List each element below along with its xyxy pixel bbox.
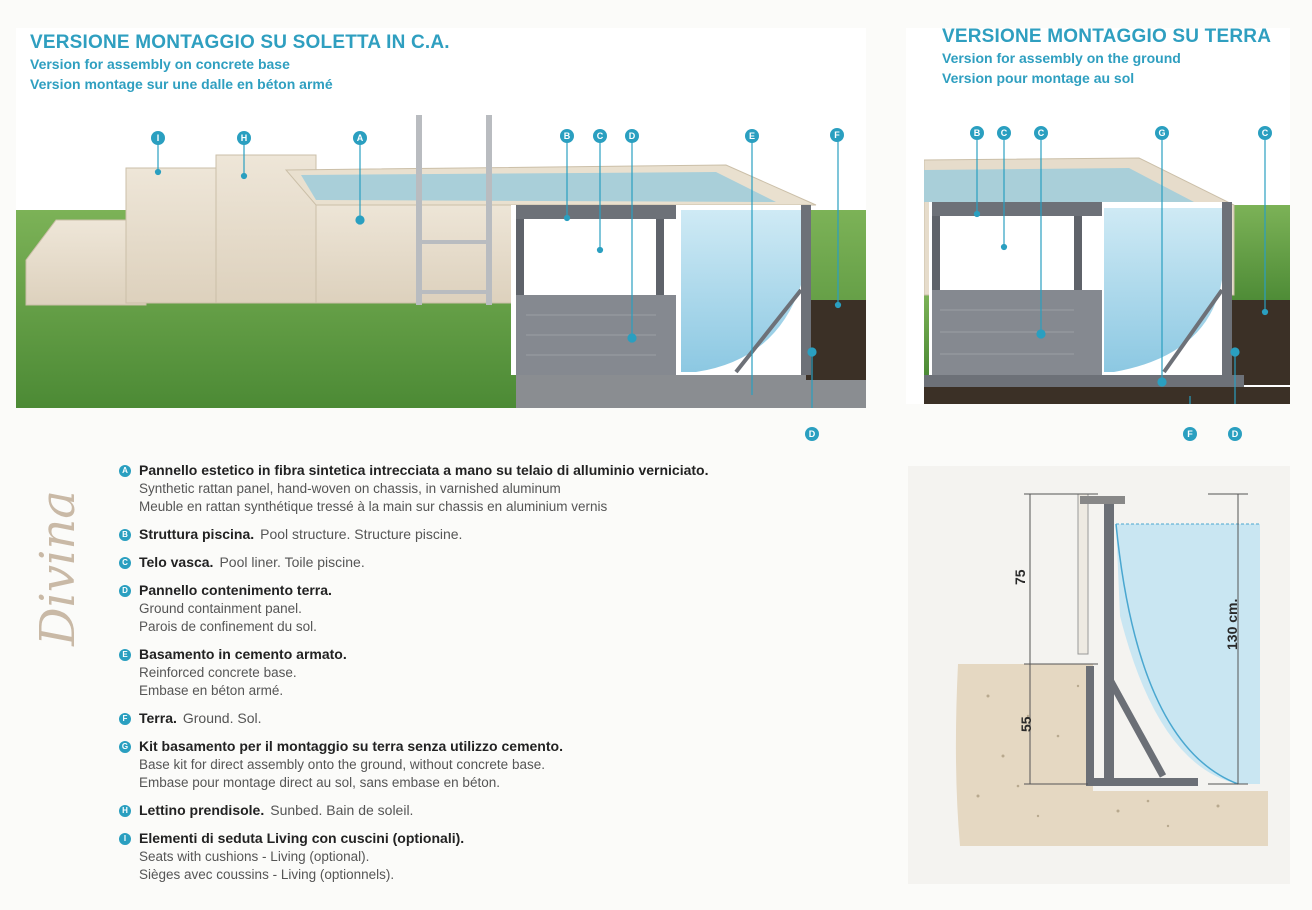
legend-letter-badge: H [119,805,131,817]
left-label-b: B [560,129,574,143]
brand-wordmark: Divina [30,490,86,646]
legend-title-line [139,801,838,820]
legend-translation-line: Embase en béton armé. [139,683,284,698]
legend-translation-line: Synthetic rattan panel, hand-woven on chassis, in varnished aluminum [139,481,561,496]
legend-italian: Pannello estetico in fibra sintetica intrecciata a mano su telaio di alluminio verniciato. [139,462,709,478]
left-label-d: D [625,129,639,143]
left-pool-svg [16,110,866,408]
left-pool-illustration [16,110,866,408]
legend-title-line [139,829,838,848]
legend-translation-line: Embase pour montage direct au sol, sans embase en béton. [139,775,500,790]
legend-letter-badge: D [119,585,131,597]
right-panel-title: VERSIONE MONTAGGIO SU TERRA [942,26,1272,47]
right-label-f: F [1183,427,1197,441]
legend-item [118,801,838,820]
legend-letter-badge: F [119,713,131,725]
right-label-b: B [970,126,984,140]
left-label-h: H [237,131,251,145]
legend-translation-line: Parois de confinement du sol. [139,619,317,634]
legend-item [118,709,838,728]
legend-translation-inline: Pool structure. Structure piscine. [260,526,463,542]
legend-translation-inline: Pool liner. Toile piscine. [219,554,365,570]
legend-title-line [139,581,838,600]
legend-italian: Lettino prendisole. [139,802,265,818]
legend-item [118,737,838,792]
legend-translation-line: Meuble en rattan synthétique tressé à la main sur chassis en aluminium vernis [139,499,608,514]
legend-title-line [139,553,838,572]
section-drawing [908,466,1290,884]
legend-translation-inline: Ground. Sol. [182,710,262,726]
legend-italian: Elementi di seduta Living con cuscini (optionali). [139,830,465,846]
left-title-block [30,32,450,94]
brand-logo [18,470,86,650]
dimension-55: 55 [1018,716,1034,732]
legend-italian: Basamento in cemento armato. [139,646,347,662]
left-label-c: C [593,129,607,143]
left-label-d-bottom: D [805,427,819,441]
right-subtitle-fr: Version pour montage au sol [942,70,1135,86]
right-label-c-3: C [1258,126,1272,140]
dimension-130: 130 cm. [1224,598,1240,650]
legend-italian: Terra. [139,710,177,726]
legend-title-line [139,737,838,756]
section-drawing-svg [908,466,1290,884]
legend-title-line [139,525,838,544]
right-pool-svg [924,110,1290,404]
legend-letter-badge: E [119,649,131,661]
left-label-e: E [745,129,759,143]
legend-translation-line: Seats with cushions - Living (optional). [139,849,370,864]
left-panel-title: VERSIONE MONTAGGIO SU SOLETTA IN C.A. [30,32,450,53]
legend-item [118,581,838,636]
legend-item [118,829,838,884]
legend-italian: Kit basamento per il montaggio su terra senza utilizzo cemento. [139,738,563,754]
legend-translation-inline: Sunbed. Bain de soleil. [270,802,414,818]
left-label-i: I [151,131,165,145]
legend-letter-badge: I [119,833,131,845]
right-subtitle-en: Version for assembly on the ground [942,50,1181,66]
legend-letter-badge: B [119,529,131,541]
left-subtitle-fr: Version montage sur une dalle en béton armé [30,76,333,92]
legend-translation-line: Base kit for direct assembly onto the ground, without concrete base. [139,757,545,772]
right-pool-illustration [924,110,1290,404]
legend-item [118,461,838,516]
legend-title-line [139,461,838,480]
legend-translation-line: Reinforced concrete base. [139,665,297,680]
legend-letter-badge: C [119,557,131,569]
legend-italian: Telo vasca. [139,554,214,570]
right-label-c-1: C [997,126,1011,140]
legend-letter-badge: G [119,741,131,753]
right-label-g: G [1155,126,1169,140]
dimension-75: 75 [1012,569,1028,585]
legend [118,461,838,893]
legend-title-line [139,645,838,664]
legend-translation-line: Ground containment panel. [139,601,302,616]
left-label-a: A [353,131,367,145]
left-subtitle-en: Version for assembly on concrete base [30,56,290,72]
legend-letter-badge: A [119,465,131,477]
left-label-f: F [830,128,844,142]
legend-item [118,525,838,544]
legend-italian: Pannello contenimento terra. [139,582,332,598]
legend-title-line [139,709,838,728]
right-title-block [942,26,1271,88]
legend-translation-line: Sièges avec coussins - Living (optionnels). [139,867,395,882]
right-label-c-2: C [1034,126,1048,140]
legend-item [118,553,838,572]
legend-italian: Struttura piscina. [139,526,255,542]
right-label-d: D [1228,427,1242,441]
legend-item [118,645,838,700]
